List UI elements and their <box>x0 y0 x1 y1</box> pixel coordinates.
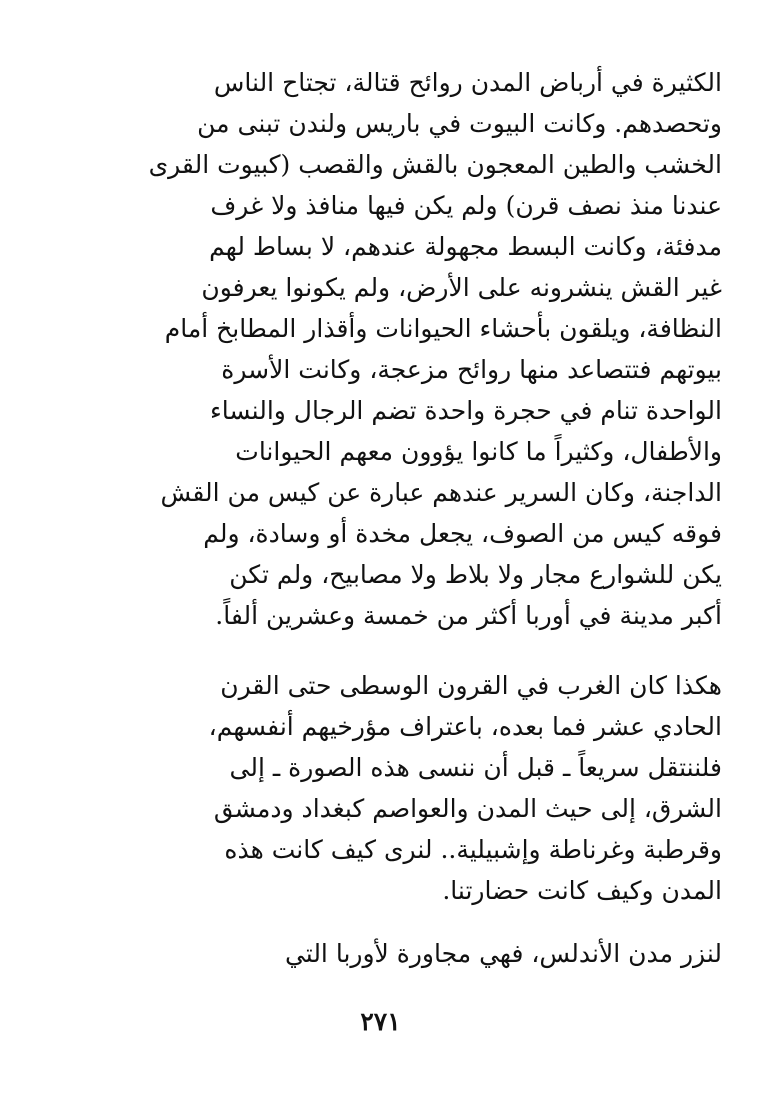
text-line: النظافة، ويلقون بأحشاء الحيوانات وأقذار المطابخ أمام <box>164 314 722 343</box>
text-line: لنزر مدن الأندلس، فهي مجاورة لأوربا التي <box>284 939 722 968</box>
text-line: أكبر مدينة في أوربا أكثر من خمسة وعشرين ألفاً. <box>215 601 722 630</box>
text-line: فلننتقل سريعاً ـ قبل أن ننسى هذه الصورة ـ إلى <box>229 753 722 782</box>
text-line: هكذا كان الغرب في القرون الوسطى حتى القرن <box>220 671 722 700</box>
text-line: فوقه كيس من الصوف، يجعل مخدة أو وسادة، ولم <box>203 519 722 548</box>
text-line: الواحدة تنام في حجرة واحدة تضم الرجال والنساء <box>209 396 722 425</box>
text-line: يكن للشوارع مجار ولا بلاط ولا مصابيح، ولم تكن <box>229 560 722 589</box>
page-number: ٢٧١ <box>360 1007 401 1036</box>
text-line: مدفئة، وكانت البسط مجهولة عندهم، لا بساط لهم <box>209 232 722 261</box>
text-line: الشرق، إلى حيث المدن والعواصم كبغداد ودمشق <box>213 794 722 823</box>
text-line: الخشب والطين المعجون بالقش والقصب (كبيوت القرى <box>148 150 722 179</box>
text-line: غير القش ينشرونه على الأرض، ولم يكونوا يعرفون <box>201 273 722 302</box>
paragraph-1 <box>96 62 722 636</box>
text-line: الداجنة، وكان السرير عندهم عبارة عن كيس من القش <box>160 478 722 507</box>
text-line: وتحصدهم. وكانت البيوت في باريس ولندن تبنى من <box>197 109 722 138</box>
paragraph-2 <box>96 665 722 911</box>
text-line: والأطفال، وكثيراً ما كانوا يؤوون معهم الحيوانات <box>235 437 722 466</box>
text-line: المدن وكيف كانت حضارتنا. <box>442 876 722 905</box>
text-line: وقرطبة وغرناطة وإشبيلية.. لنرى كيف كانت هذه <box>224 835 722 864</box>
paragraph-3 <box>96 933 722 974</box>
text-line: الحادي عشر فما بعده، باعتراف مؤرخيهم أنفسهم، <box>208 712 722 741</box>
text-line: بيوتهم فتتصاعد منها روائح مزعجة، وكانت الأسرة <box>221 355 722 384</box>
text-line: عندنا منذ نصف قرن) ولم يكن فيها منافذ ولا غرف <box>210 191 722 220</box>
text-line: الكثيرة في أرباض المدن روائح قتالة، تجتاح الناس <box>213 68 722 97</box>
